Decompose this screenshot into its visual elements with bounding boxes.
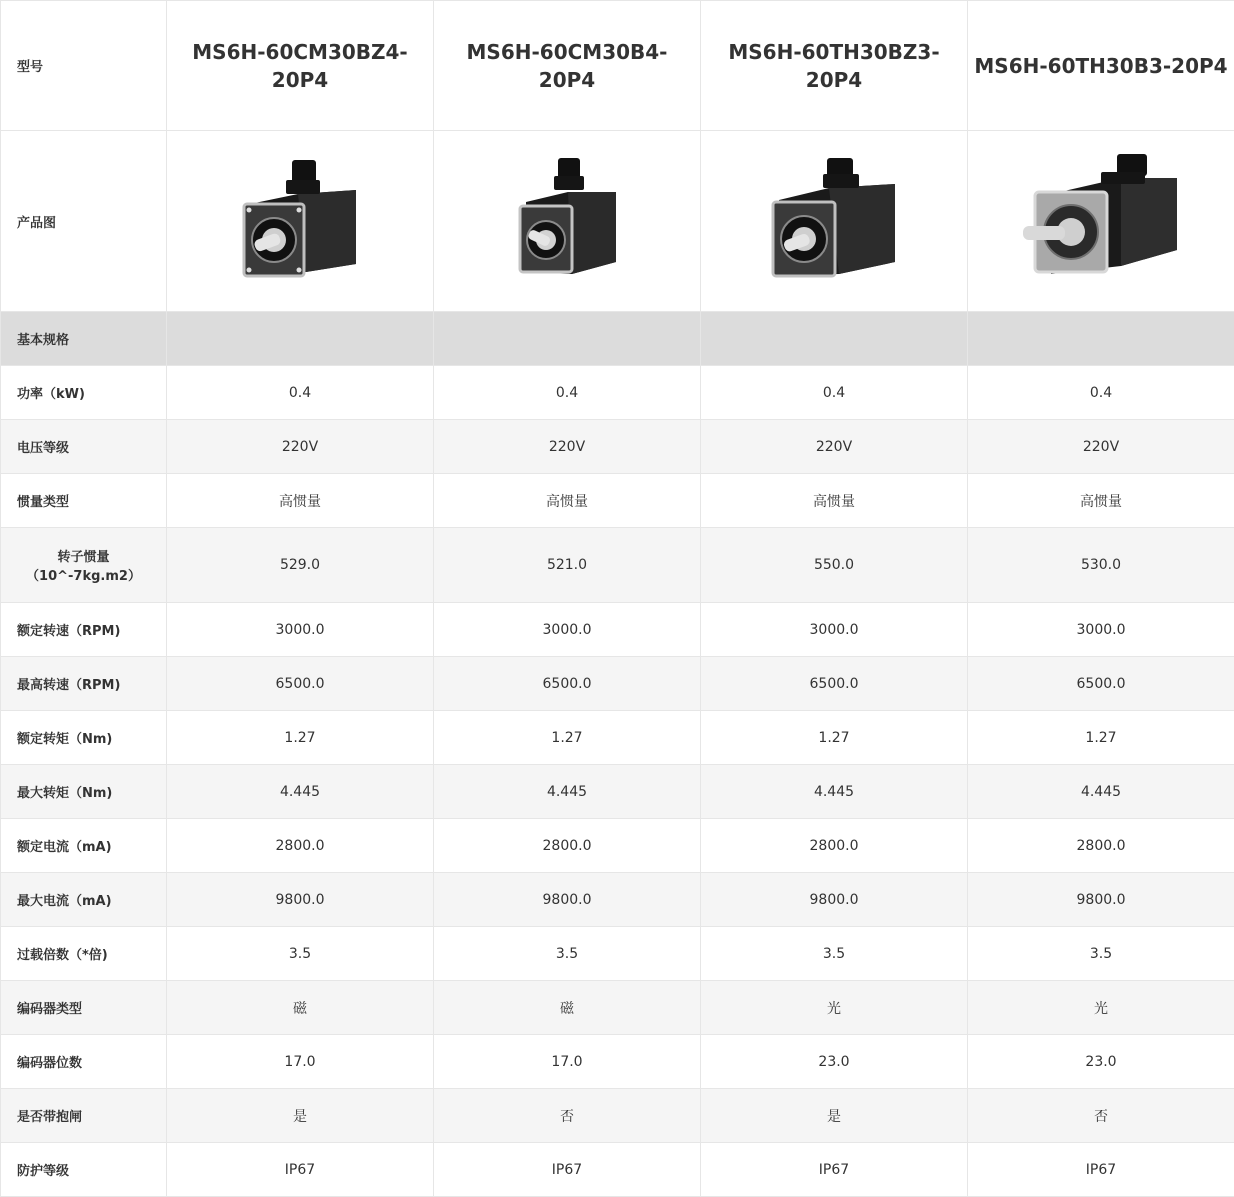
row-value: 是: [701, 1089, 968, 1143]
row-value: 高惯量: [968, 474, 1234, 528]
row-value: 磁: [434, 981, 701, 1035]
row-value: 0.4: [701, 366, 968, 420]
row-value: 3000.0: [701, 603, 968, 657]
row-value: 4.445: [167, 765, 434, 819]
row-label: 功率（kW): [1, 366, 167, 420]
row-value: 23.0: [968, 1035, 1234, 1089]
row-value: 0.4: [968, 366, 1234, 420]
row-label: 编码器位数: [1, 1035, 167, 1089]
row-value: 4.445: [701, 765, 968, 819]
section-row: [1, 312, 1234, 366]
row-label: 电压等级: [1, 420, 167, 474]
row-value: 17.0: [167, 1035, 434, 1089]
row-value: 220V: [434, 420, 701, 474]
row-label: 额定电流（mA): [1, 819, 167, 873]
row-value: 光: [968, 981, 1234, 1035]
row-value: 530.0: [968, 528, 1234, 603]
row-value: 6500.0: [701, 657, 968, 711]
row-value: 3000.0: [167, 603, 434, 657]
product-image-cell: [167, 131, 434, 312]
row-label: 最高转速（RPM): [1, 657, 167, 711]
row-value: 2800.0: [968, 819, 1234, 873]
table-row: [1, 711, 1234, 765]
image-label: 产品图: [1, 131, 167, 312]
table-row: [1, 927, 1234, 981]
row-value: 220V: [167, 420, 434, 474]
row-label: 防护等级: [1, 1143, 167, 1197]
row-value: 9800.0: [167, 873, 434, 927]
row-value: 1.27: [968, 711, 1234, 765]
model-row: [1, 1, 1234, 131]
row-value: 220V: [701, 420, 968, 474]
row-label: 最大电流（mA): [1, 873, 167, 927]
row-value: 2800.0: [434, 819, 701, 873]
row-value: 9800.0: [701, 873, 968, 927]
table-row: [1, 528, 1234, 603]
row-value: 0.4: [434, 366, 701, 420]
table-row: [1, 657, 1234, 711]
row-value: 3.5: [968, 927, 1234, 981]
table-row: [1, 1089, 1234, 1143]
table-row: [1, 1143, 1234, 1197]
row-value: IP67: [167, 1143, 434, 1197]
row-value: 光: [701, 981, 968, 1035]
row-value: 高惯量: [167, 474, 434, 528]
row-value: 3000.0: [968, 603, 1234, 657]
row-value: 高惯量: [434, 474, 701, 528]
table-row: [1, 819, 1234, 873]
row-label: 惯量类型: [1, 474, 167, 528]
row-value: 23.0: [701, 1035, 968, 1089]
section-label: 基本规格: [1, 312, 167, 366]
row-label: 是否带抱闸: [1, 1089, 167, 1143]
row-label: 最大转矩（Nm): [1, 765, 167, 819]
servo-motor-icon: [512, 154, 622, 284]
row-label: 编码器类型: [1, 981, 167, 1035]
row-value: 3000.0: [434, 603, 701, 657]
row-value: 9800.0: [968, 873, 1234, 927]
model-name: MS6H-60CM30B4-20P4: [434, 1, 701, 131]
table-row: [1, 1035, 1234, 1089]
row-label: 转子惯量（10^-7kg.m2）: [1, 528, 167, 603]
servo-motor-icon: [769, 154, 899, 284]
table-row: [1, 366, 1234, 420]
row-label: 额定转速（RPM): [1, 603, 167, 657]
row-value: 220V: [968, 420, 1234, 474]
row-label: 过载倍数（*倍): [1, 927, 167, 981]
servo-motor-icon: [240, 154, 360, 284]
row-value: 6500.0: [434, 657, 701, 711]
model-name: MS6H-60TH30BZ3-20P4: [701, 1, 968, 131]
row-value: 高惯量: [701, 474, 968, 528]
model-name: MS6H-60TH30B3-20P4: [968, 1, 1234, 131]
row-value: 否: [968, 1089, 1234, 1143]
row-value: IP67: [434, 1143, 701, 1197]
product-image-cell: [701, 131, 968, 312]
table-row: [1, 474, 1234, 528]
row-value: 1.27: [434, 711, 701, 765]
table-row: [1, 765, 1234, 819]
servo-motor-icon: [1021, 154, 1181, 284]
model-name: MS6H-60CM30BZ4-20P4: [167, 1, 434, 131]
row-value: IP67: [968, 1143, 1234, 1197]
row-value: IP67: [701, 1143, 968, 1197]
row-value: 3.5: [701, 927, 968, 981]
row-value: 磁: [167, 981, 434, 1035]
row-value: 529.0: [167, 528, 434, 603]
row-value: 17.0: [434, 1035, 701, 1089]
row-value: 3.5: [434, 927, 701, 981]
table-row: [1, 420, 1234, 474]
row-value: 否: [434, 1089, 701, 1143]
model-label: 型号: [1, 1, 167, 131]
row-value: 是: [167, 1089, 434, 1143]
product-image-cell: [968, 131, 1234, 312]
row-value: 6500.0: [167, 657, 434, 711]
row-value: 6500.0: [968, 657, 1234, 711]
table-row: [1, 603, 1234, 657]
product-image-cell: [434, 131, 701, 312]
row-value: 4.445: [434, 765, 701, 819]
table-row: [1, 873, 1234, 927]
row-value: 550.0: [701, 528, 968, 603]
row-value: 521.0: [434, 528, 701, 603]
row-value: 2800.0: [701, 819, 968, 873]
image-row: [1, 131, 1234, 312]
table-row: [1, 981, 1234, 1035]
row-value: 4.445: [968, 765, 1234, 819]
row-label: 额定转矩（Nm): [1, 711, 167, 765]
row-value: 1.27: [701, 711, 968, 765]
row-value: 1.27: [167, 711, 434, 765]
row-value: 2800.0: [167, 819, 434, 873]
row-value: 0.4: [167, 366, 434, 420]
row-value: 3.5: [167, 927, 434, 981]
row-value: 9800.0: [434, 873, 701, 927]
